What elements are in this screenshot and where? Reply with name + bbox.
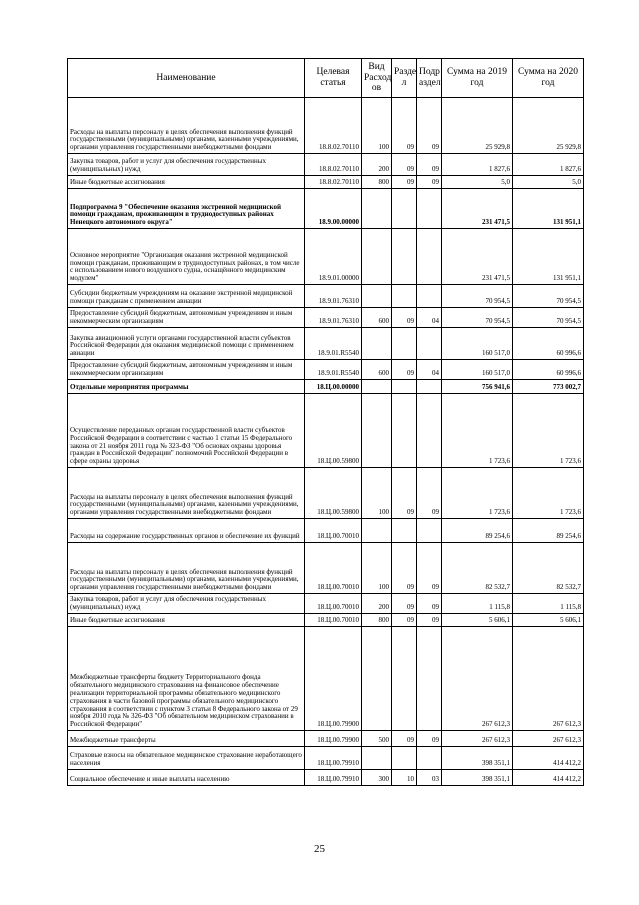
cell-expense-type: 600 [362, 308, 392, 328]
cell-subsection [417, 189, 442, 229]
cell-sum-2019: 267 612,3 [442, 731, 513, 747]
cell-expense-type: 200 [362, 154, 392, 176]
table-row [68, 594, 584, 614]
table-row [68, 189, 584, 229]
table-row [68, 468, 584, 519]
table-header-row [68, 59, 584, 98]
cell-name: Расходы на выплаты персоналу в целях обеспечения выполнения функций государственными (муниципальными) органами, казенными учреждениями, органами управления государственными внебюджетными фондами [68, 468, 305, 519]
cell-subsection: 04 [417, 360, 442, 380]
cell-expense-type: 300 [362, 770, 392, 786]
cell-expense-type: 100 [362, 468, 392, 519]
cell-section: 09 [392, 360, 417, 380]
cell-sum-2020: 1 115,8 [513, 594, 584, 614]
cell-section: 09 [392, 154, 417, 176]
table-row [68, 380, 584, 394]
cell-name: Иные бюджетные ассигнования [68, 176, 305, 189]
table-row [68, 328, 584, 360]
cell-expense-type: 800 [362, 614, 392, 627]
cell-subsection: 04 [417, 308, 442, 328]
cell-target-article: 18.Ц.00.79900 [305, 731, 362, 747]
cell-sum-2019: 70 954,5 [442, 308, 513, 328]
cell-expense-type [362, 747, 392, 770]
cell-sum-2020: 60 996,6 [513, 360, 584, 380]
cell-name: Отдельные мероприятия программы [68, 380, 305, 394]
table-row [68, 98, 584, 154]
table-row [68, 394, 584, 468]
cell-target-article: 18.9.01.R5540 [305, 360, 362, 380]
cell-subsection [417, 394, 442, 468]
cell-name: Закупка авиационной услуги органами государственной власти субъектов Российской Федерации для оказания медицинской помощи с применением авиации [68, 328, 305, 360]
cell-sum-2019: 5,0 [442, 176, 513, 189]
cell-name: Расходы на выплаты персоналу в целях обеспечения выполнения функций государственными (муниципальными) органами, казенными учреждениями, органами управления государственными внебюджетными фондами [68, 98, 305, 154]
cell-target-article: 18.9.01.76310 [305, 285, 362, 308]
table-row [68, 285, 584, 308]
cell-target-article: 18.Ц.00.59800 [305, 468, 362, 519]
cell-subsection [417, 380, 442, 394]
cell-sum-2020: 414 412,2 [513, 747, 584, 770]
cell-section [392, 380, 417, 394]
cell-sum-2020: 82 532,7 [513, 543, 584, 594]
cell-sum-2019: 5 606,1 [442, 614, 513, 627]
cell-name: Предоставление субсидий бюджетным, автономным учреждениям и иным некоммерческим организациям [68, 360, 305, 380]
table-row [68, 731, 584, 747]
cell-name: Предоставление субсидий бюджетным, автономным учреждениям и иным некоммерческим организациям [68, 308, 305, 328]
cell-sum-2019: 231 471,5 [442, 229, 513, 285]
table-row [68, 543, 584, 594]
cell-section [392, 285, 417, 308]
cell-expense-type [362, 285, 392, 308]
cell-section: 09 [392, 308, 417, 328]
page-number: 25 [314, 843, 325, 855]
cell-subsection: 09 [417, 614, 442, 627]
cell-subsection [417, 285, 442, 308]
cell-section: 09 [392, 543, 417, 594]
cell-sum-2020: 1 723,6 [513, 394, 584, 468]
cell-subsection [417, 747, 442, 770]
cell-sum-2019: 267 612,3 [442, 627, 513, 731]
header-sum-2020: Сумма на 2020 год [513, 59, 584, 98]
cell-sum-2019: 70 954,5 [442, 285, 513, 308]
cell-sum-2019: 1 723,6 [442, 468, 513, 519]
cell-section: 09 [392, 614, 417, 627]
cell-target-article: 18.Ц.00.70010 [305, 594, 362, 614]
cell-sum-2020: 70 954,5 [513, 308, 584, 328]
cell-sum-2020: 89 254,6 [513, 519, 584, 543]
table-row [68, 519, 584, 543]
cell-target-article: 18.Ц.00.79910 [305, 770, 362, 786]
cell-section [392, 519, 417, 543]
table-row [68, 627, 584, 731]
cell-section: 09 [392, 176, 417, 189]
cell-name: Субсидии бюджетным учреждениям на оказание экстренной медицинской помощи гражданам с применением авиации [68, 285, 305, 308]
cell-sum-2019: 398 351,1 [442, 770, 513, 786]
cell-target-article: 18.9.01.76310 [305, 308, 362, 328]
budget-table [67, 58, 584, 786]
cell-target-article: 18.9.01.R5540 [305, 328, 362, 360]
cell-name: Закупка товаров, работ и услуг для обеспечения государственных (муниципальных) нужд [68, 594, 305, 614]
cell-sum-2019: 160 517,0 [442, 360, 513, 380]
cell-sum-2020: 131 951,1 [513, 189, 584, 229]
cell-target-article: 18.Ц.00.70010 [305, 543, 362, 594]
cell-sum-2019: 398 351,1 [442, 747, 513, 770]
table-row [68, 747, 584, 770]
cell-section [392, 747, 417, 770]
cell-sum-2019: 1 115,8 [442, 594, 513, 614]
cell-sum-2020: 60 996,6 [513, 328, 584, 360]
cell-expense-type [362, 519, 392, 543]
cell-expense-type [362, 229, 392, 285]
cell-section: 09 [392, 468, 417, 519]
cell-target-article: 18.Ц.00.70010 [305, 614, 362, 627]
cell-subsection: 09 [417, 98, 442, 154]
cell-name: Межбюджетные трансферты бюджету Территориального фонда обязательного медицинского страхования на финансовое обеспечение реализации территориальной программы обязательного медицинского страхования в части базовой программы обязательного медицинского страхования в соответствии с пунктом 3 статьи 8 Федерального закона от 29 ноября 2010 года № 326-ФЗ "Об обязательном медицинском страховании в Российской Федерации" [68, 627, 305, 731]
cell-sum-2020: 5,0 [513, 176, 584, 189]
cell-name: Социальное обеспечение и иные выплаты населению [68, 770, 305, 786]
cell-sum-2019: 756 941,6 [442, 380, 513, 394]
cell-sum-2019: 1 827,6 [442, 154, 513, 176]
cell-section: 09 [392, 98, 417, 154]
cell-name: Расходы на содержание государственных органов и обеспечение их функций [68, 519, 305, 543]
cell-expense-type [362, 394, 392, 468]
cell-section [392, 627, 417, 731]
cell-expense-type: 100 [362, 543, 392, 594]
cell-name: Межбюджетные трансферты [68, 731, 305, 747]
header-section: Разде л [392, 59, 417, 98]
cell-expense-type [362, 189, 392, 229]
cell-target-article: 18.9.00.00000 [305, 189, 362, 229]
header-subsection: Подр аздел [417, 59, 442, 98]
cell-subsection: 03 [417, 770, 442, 786]
cell-sum-2019: 1 723,6 [442, 394, 513, 468]
cell-expense-type: 200 [362, 594, 392, 614]
cell-subsection [417, 627, 442, 731]
cell-expense-type [362, 328, 392, 360]
table-row [68, 614, 584, 627]
table-row [68, 176, 584, 189]
cell-name: Расходы на выплаты персоналу в целях обеспечения выполнения функций государственными (муниципальными) органами, казенными учреждениями, органами управления государственными внебюджетными фондами [68, 543, 305, 594]
cell-subsection [417, 519, 442, 543]
cell-sum-2020: 70 954,5 [513, 285, 584, 308]
header-expense-type: Вид Расход ов [362, 59, 392, 98]
cell-section [392, 394, 417, 468]
cell-sum-2020: 131 951,1 [513, 229, 584, 285]
cell-sum-2019: 82 532,7 [442, 543, 513, 594]
cell-section: 09 [392, 594, 417, 614]
table-row [68, 770, 584, 786]
cell-expense-type: 600 [362, 360, 392, 380]
cell-name: Закупка товаров, работ и услуг для обеспечения государственных (муниципальных) нужд [68, 154, 305, 176]
cell-target-article: 18.Ц.00.00000 [305, 380, 362, 394]
cell-section [392, 189, 417, 229]
cell-section [392, 328, 417, 360]
cell-sum-2019: 89 254,6 [442, 519, 513, 543]
cell-expense-type [362, 380, 392, 394]
cell-sum-2019: 231 471,5 [442, 189, 513, 229]
cell-name: Основное мероприятие "Организация оказания экстренной медицинской помощи гражданам, проживающим в труднодоступных районах, в том числе с использованием нового воздушного судна, оснащённого медицинским модулем" [68, 229, 305, 285]
cell-sum-2020: 414 412,2 [513, 770, 584, 786]
header-target-article: Целевая статья [305, 59, 362, 98]
cell-subsection [417, 328, 442, 360]
cell-expense-type: 100 [362, 98, 392, 154]
table-row [68, 360, 584, 380]
cell-subsection [417, 229, 442, 285]
cell-subsection: 09 [417, 154, 442, 176]
header-name: Наименование [68, 59, 305, 98]
cell-sum-2020: 1 827,6 [513, 154, 584, 176]
cell-section: 09 [392, 731, 417, 747]
cell-target-article: 18.Ц.00.79900 [305, 627, 362, 731]
cell-sum-2020: 5 606,1 [513, 614, 584, 627]
cell-sum-2020: 25 929,8 [513, 98, 584, 154]
cell-name: Осуществление переданных органам государственной власти субъектов Российской Федерации в соответствии с частью 1 статьи 15 Федерального закона от 21 ноября 2011 года № 323-ФЗ "Об основах охраны здоровья граждан в Российской Федерации" полномочий Российской Федерации в сфере охраны здоровья [68, 394, 305, 468]
cell-sum-2020: 1 723,6 [513, 468, 584, 519]
cell-subsection: 09 [417, 468, 442, 519]
cell-name: Подпрограмма 9 "Обеспечение оказания экстренной медицинской помощи гражданам, проживающим в труднодоступных районах Ненецкого автономного округа" [68, 189, 305, 229]
cell-name: Иные бюджетные ассигнования [68, 614, 305, 627]
cell-sum-2019: 25 929,8 [442, 98, 513, 154]
header-sum-2019: Сумма на 2019 год [442, 59, 513, 98]
cell-section [392, 229, 417, 285]
cell-section: 10 [392, 770, 417, 786]
cell-subsection: 09 [417, 594, 442, 614]
cell-expense-type [362, 627, 392, 731]
cell-target-article: 18.Ц.00.70010 [305, 519, 362, 543]
table-row [68, 154, 584, 176]
cell-target-article: 18.8.02.70110 [305, 176, 362, 189]
cell-subsection: 09 [417, 543, 442, 594]
cell-target-article: 18.Ц.00.79910 [305, 747, 362, 770]
cell-expense-type: 800 [362, 176, 392, 189]
cell-name: Страховые взносы на обязательное медицинское страхование неработающего населения [68, 747, 305, 770]
cell-target-article: 18.8.02.70110 [305, 98, 362, 154]
cell-sum-2019: 160 517,0 [442, 328, 513, 360]
cell-sum-2020: 773 002,7 [513, 380, 584, 394]
cell-target-article: 18.Ц.00.59800 [305, 394, 362, 468]
cell-subsection: 09 [417, 731, 442, 747]
cell-target-article: 18.9.01.00000 [305, 229, 362, 285]
cell-subsection: 09 [417, 176, 442, 189]
cell-sum-2020: 267 612,3 [513, 731, 584, 747]
cell-expense-type: 500 [362, 731, 392, 747]
table-row [68, 308, 584, 328]
table-body [68, 98, 584, 786]
cell-target-article: 18.8.02.70110 [305, 154, 362, 176]
table-row [68, 229, 584, 285]
cell-sum-2020: 267 612,3 [513, 627, 584, 731]
